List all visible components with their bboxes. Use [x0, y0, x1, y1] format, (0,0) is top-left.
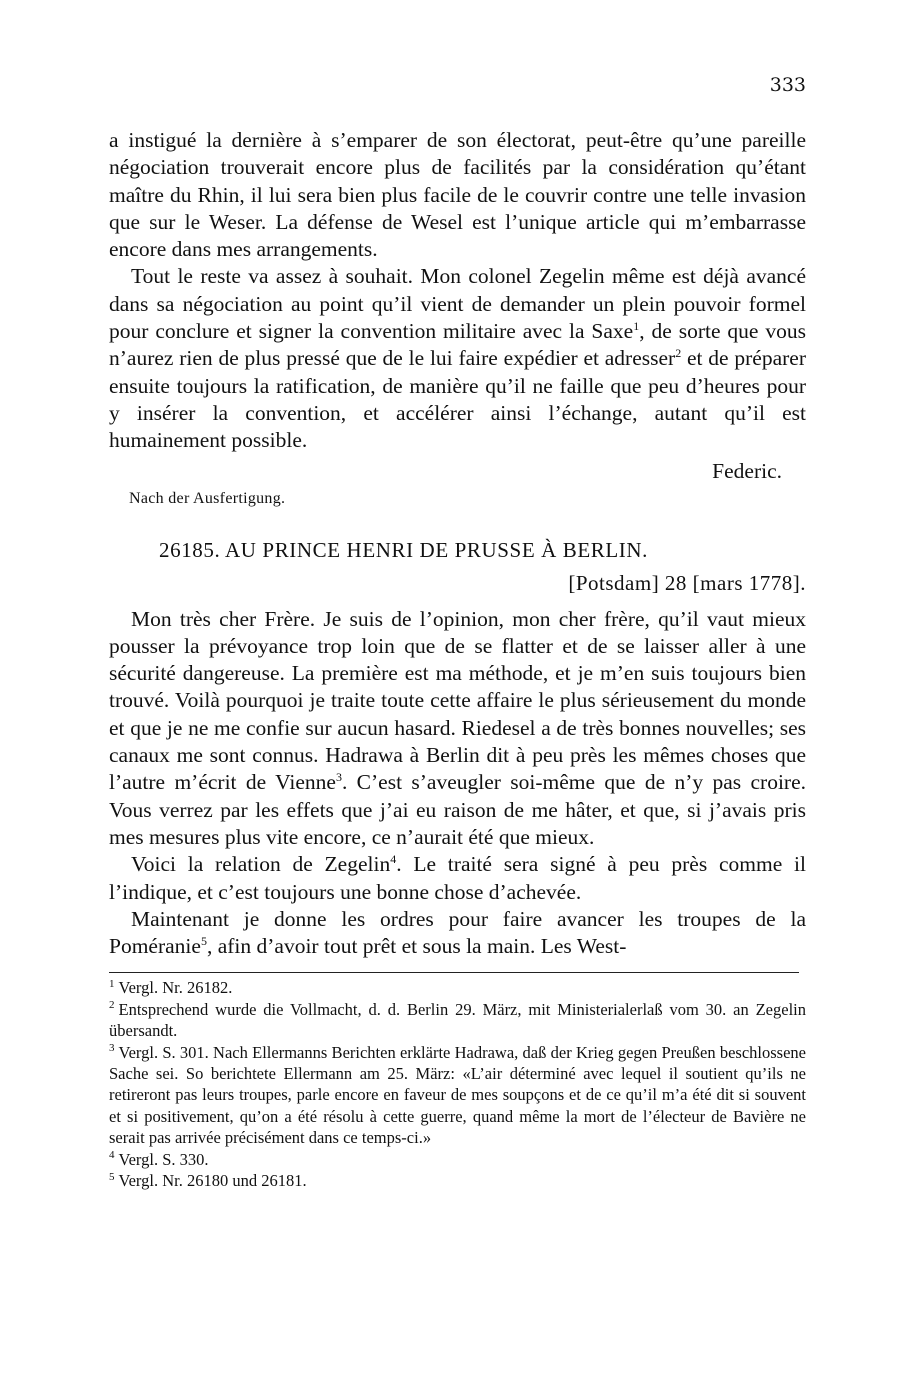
footnote-mark: 4 — [109, 1149, 115, 1162]
text-run: . C’est s’aveugler soi-même que de n’y pas croire. Vous verrez par les effets que j’ai eu raison de me hâter, et que, si j’avais pris mes mesures plus vite encore, ce n’aurait été que mieux. — [109, 770, 806, 849]
footnote-ref-4[interactable]: 4 — [390, 852, 397, 867]
footnote-mark: 3 — [109, 1042, 115, 1055]
text-run: Maintenant je donne les ordres pour faire avancer les troupes de la Poméranie — [109, 906, 806, 959]
letter-heading: 26185. AU PRINCE HENRI DE PRUSSE À BERLIN. — [159, 537, 648, 562]
footnote-mark: 1 — [109, 977, 115, 990]
footnote-4 — [109, 1149, 806, 1170]
text-run: et de préparer ensuite toujours la ratification, de manière qu’il ne faille que peu d’heures pour y insérer la convention, et accélérer ainsi l’échange, autant qu’il est humainement possible. — [109, 346, 806, 453]
letter-paragraph-1 — [109, 606, 806, 852]
footnote-text: Vergl. Nr. 26180 und 26181. — [118, 1171, 307, 1191]
letter-paragraph-2 — [109, 851, 806, 906]
page-body — [109, 127, 806, 1191]
footnote-1 — [109, 977, 806, 998]
continuation-paragraph-1: a instigué la dernière à s’emparer de son électorat, peut-être qu’une pareille négociation trouverait encore plus de facilités par la considération qu’étant maître du Rhin, il lui sera bien plus facile de le couvrir contre une telle invasion que sur le Weser. La défense de Wesel est l’unique article qui m’embarrasse encore dans mes arrangements. — [109, 128, 806, 262]
footnote-mark: 5 — [109, 1170, 115, 1183]
footnote-mark: 2 — [109, 999, 115, 1012]
footnote-ref-1[interactable]: 1 — [633, 318, 640, 333]
footnote-text: Vergl. Nr. 26182. — [118, 978, 233, 998]
text-run: Voici la relation de Zegelin — [131, 852, 391, 877]
footnote-ref-5[interactable]: 5 — [200, 933, 207, 948]
signature: Federic. — [712, 458, 782, 483]
footnote-5 — [109, 1170, 806, 1191]
source-note: Nach der Ausfertigung. — [129, 489, 286, 507]
footnote-text: Entsprechend wurde die Vollmacht, d. d. Berlin 29. März, mit Ministerialerlaß vom 30. an Zegelin übersandt. — [109, 999, 806, 1041]
text-run: . Le traité sera signé à peu près comme il l’indique, et c’est toujours une bonne chose d’achevée. — [109, 852, 806, 904]
footnote-text: Vergl. S. 301. Nach Ellermanns Berichten erklärte Hadrawa, daß der Krieg gegen Preußen beschlossene Sache sei. So berichtete Ellermann am 25. März: «L’air déterminé avec lequel il soutient qu’ils ne retireront pas leurs troupes, parle encore en faveur de mes soupçons et de ce qu’il m’a été dit si souvent et si positivement, qu’on a été résolu à cette guerre, quand même la mort de l’électeur de Bavière ne serait pas arrivée précisément dans ce temps-ci.» — [109, 1042, 806, 1148]
footnote-ref-3[interactable]: 3 — [335, 770, 342, 785]
continuation-paragraph-2 — [109, 263, 806, 454]
footnote-divider — [109, 972, 799, 973]
text-run: , de sorte que vous n’aurez rien de plus pressé que de le lui faire expédier et adresser — [109, 319, 806, 371]
text-run: Tout le reste va assez à souhait. Mon colonel Zegelin même est déjà avancé dans sa négociation au point qu’il vient de demander un plein pouvoir formel pour conclure et signer la convention militaire avec la Saxe — [109, 264, 806, 344]
footnote-2 — [109, 999, 806, 1042]
letter-date: [Potsdam] 28 [mars 1778]. — [568, 570, 806, 595]
footnote-3 — [109, 1042, 806, 1149]
text-run: , afin d’avoir tout prêt et sous la main. Les West- — [206, 934, 627, 959]
footnote-text: Vergl. S. 330. — [118, 1149, 209, 1169]
letter-paragraph-3 — [109, 906, 806, 961]
footnotes — [109, 977, 806, 1191]
text-run: Mon très cher Frère. Je suis de l’opinion, mon cher frère, qu’il vaut mieux pousser la prévoyance trop loin que de se flatter et de se laisser aller à une sécurité dangereuse. La première est ma méthode, et je m’en suis toujours bien trouvé. Voilà pourquoi je traite toute cette affaire le plus sérieusement du monde et que je ne me confie sur aucun hasard. Riedesel a de très bonnes nouvelles; ses canaux me sont connus. Hadrawa à Berlin dit à peu près les mêmes choses que l’autre m’écrit de Vienne — [109, 606, 806, 795]
page-number: 333 — [769, 74, 806, 96]
footnote-ref-2[interactable]: 2 — [675, 346, 682, 361]
